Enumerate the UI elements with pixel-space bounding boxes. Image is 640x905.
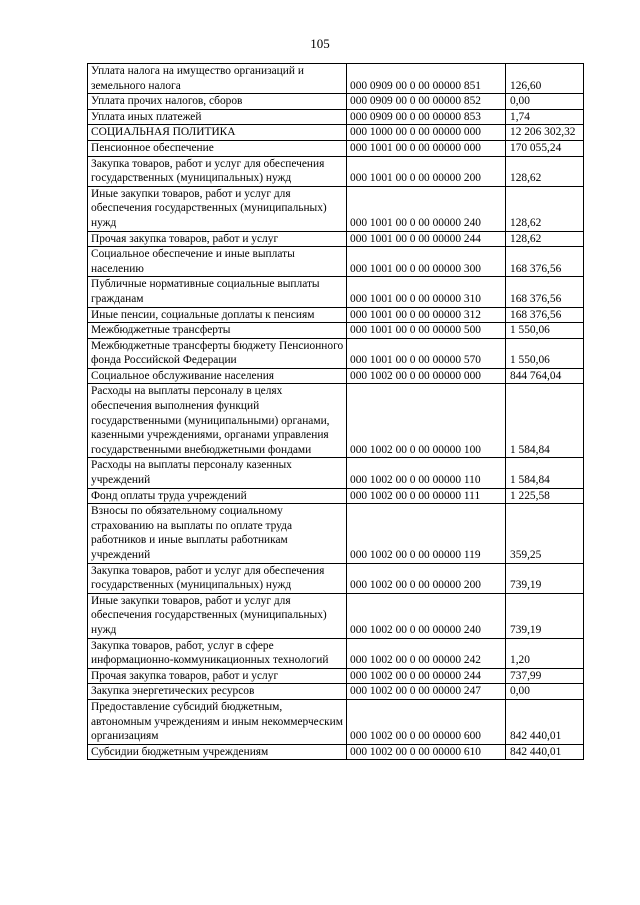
table-row [88,744,584,760]
row-amount: 12 206 302,32 [506,125,584,141]
table-row [88,384,584,458]
table-row [88,109,584,125]
budget-table [87,63,584,760]
row-code: 000 0909 00 0 00 00000 851 [347,64,506,94]
table-row [88,247,584,277]
table-row [88,94,584,110]
table-row [88,156,584,186]
row-name: Уплата иных платежей [88,109,347,125]
row-code: 000 1001 00 0 00 00000 500 [347,323,506,339]
row-name: Фонд оплаты труда учреждений [88,488,347,504]
row-code: 000 1000 00 0 00 00000 000 [347,125,506,141]
row-name: Иные закупки товаров, работ и услуг для обеспечения государственных (муниципальных) нужд [88,186,347,231]
row-amount: 128,62 [506,186,584,231]
row-name: Иные пенсии, социальные доплаты к пенсиям [88,307,347,323]
row-name: Взносы по обязательному социальному страхованию на выплаты по оплате труда работников и иные выплаты работникам учреждений [88,504,347,563]
row-code: 000 1002 00 0 00 00000 600 [347,699,506,744]
row-amount: 359,25 [506,504,584,563]
table-row [88,668,584,684]
row-name: Предоставление субсидий бюджетным, автономным учреждениям и иным некоммерческим организациям [88,699,347,744]
row-code: 000 1001 00 0 00 00000 240 [347,186,506,231]
row-amount: 126,60 [506,64,584,94]
row-amount: 1 584,84 [506,458,584,488]
row-amount: 842 440,01 [506,744,584,760]
row-name: Расходы на выплаты персоналу в целях обеспечения выполнения функций государственными (муниципальными) органами, казенными учреждениями, органами управления государственными внебюджетными фондами [88,384,347,458]
row-amount: 1 550,06 [506,323,584,339]
row-code: 000 1002 00 0 00 00000 240 [347,593,506,638]
table-row [88,504,584,563]
row-amount: 168 376,56 [506,307,584,323]
page-number: 105 [310,36,330,51]
table-row [88,140,584,156]
table-row [88,563,584,593]
row-name: Социальное обслуживание населения [88,368,347,384]
table-row [88,458,584,488]
table-row [88,125,584,141]
table-row [88,323,584,339]
table-row [88,338,584,368]
row-code: 000 1001 00 0 00 00000 570 [347,338,506,368]
row-amount: 128,62 [506,231,584,247]
row-code: 000 0909 00 0 00 00000 853 [347,109,506,125]
row-name: Иные закупки товаров, работ и услуг для обеспечения государственных (муниципальных) нужд [88,593,347,638]
row-amount: 168 376,56 [506,277,584,307]
row-code: 000 1002 00 0 00 00000 200 [347,563,506,593]
row-code: 000 1002 00 0 00 00000 000 [347,368,506,384]
row-name: СОЦИАЛЬНАЯ ПОЛИТИКА [88,125,347,141]
row-name: Расходы на выплаты персоналу казенных учреждений [88,458,347,488]
table-row [88,186,584,231]
row-name: Прочая закупка товаров, работ и услуг [88,668,347,684]
row-amount: 739,19 [506,593,584,638]
row-code: 000 1002 00 0 00 00000 119 [347,504,506,563]
row-amount: 128,62 [506,156,584,186]
row-name: Закупка товаров, работ, услуг в сфере информационно-коммуникационных технологий [88,638,347,668]
row-amount: 1 225,58 [506,488,584,504]
row-code: 000 1002 00 0 00 00000 244 [347,668,506,684]
table-row [88,64,584,94]
row-code: 000 1002 00 0 00 00000 247 [347,684,506,700]
table-row [88,684,584,700]
table-row [88,277,584,307]
row-name: Субсидии бюджетным учреждениям [88,744,347,760]
table-row [88,593,584,638]
table-row [88,231,584,247]
row-name: Пенсионное обеспечение [88,140,347,156]
row-name: Закупка энергетических ресурсов [88,684,347,700]
row-name: Межбюджетные трансферты бюджету Пенсионного фонда Российской Федерации [88,338,347,368]
row-name: Уплата налога на имущество организаций и земельного налога [88,64,347,94]
table-row [88,307,584,323]
row-name: Прочая закупка товаров, работ и услуг [88,231,347,247]
row-code: 000 1002 00 0 00 00000 100 [347,384,506,458]
budget-table-body [88,64,584,760]
row-name: Уплата прочих налогов, сборов [88,94,347,110]
row-code: 000 1001 00 0 00 00000 312 [347,307,506,323]
row-amount: 0,00 [506,684,584,700]
row-code: 000 1002 00 0 00 00000 242 [347,638,506,668]
row-code: 000 1001 00 0 00 00000 300 [347,247,506,277]
row-code: 000 1002 00 0 00 00000 111 [347,488,506,504]
row-code: 000 1002 00 0 00 00000 610 [347,744,506,760]
row-code: 000 1001 00 0 00 00000 200 [347,156,506,186]
row-name: Межбюджетные трансферты [88,323,347,339]
table-row [88,699,584,744]
row-amount: 0,00 [506,94,584,110]
row-amount: 1,74 [506,109,584,125]
row-amount: 737,99 [506,668,584,684]
row-code: 000 1001 00 0 00 00000 244 [347,231,506,247]
row-amount: 1 550,06 [506,338,584,368]
row-name: Публичные нормативные социальные выплаты гражданам [88,277,347,307]
row-amount: 739,19 [506,563,584,593]
row-code: 000 1001 00 0 00 00000 000 [347,140,506,156]
table-row [88,638,584,668]
row-amount: 1,20 [506,638,584,668]
row-code: 000 1002 00 0 00 00000 110 [347,458,506,488]
row-name: Закупка товаров, работ и услуг для обеспечения государственных (муниципальных) нужд [88,156,347,186]
row-name: Закупка товаров, работ и услуг для обеспечения государственных (муниципальных) нужд [88,563,347,593]
row-code: 000 0909 00 0 00 00000 852 [347,94,506,110]
row-amount: 170 055,24 [506,140,584,156]
row-amount: 1 584,84 [506,384,584,458]
row-amount: 168 376,56 [506,247,584,277]
row-amount: 844 764,04 [506,368,584,384]
table-row [88,368,584,384]
row-amount: 842 440,01 [506,699,584,744]
row-name: Социальное обеспечение и иные выплаты населению [88,247,347,277]
row-code: 000 1001 00 0 00 00000 310 [347,277,506,307]
table-row [88,488,584,504]
